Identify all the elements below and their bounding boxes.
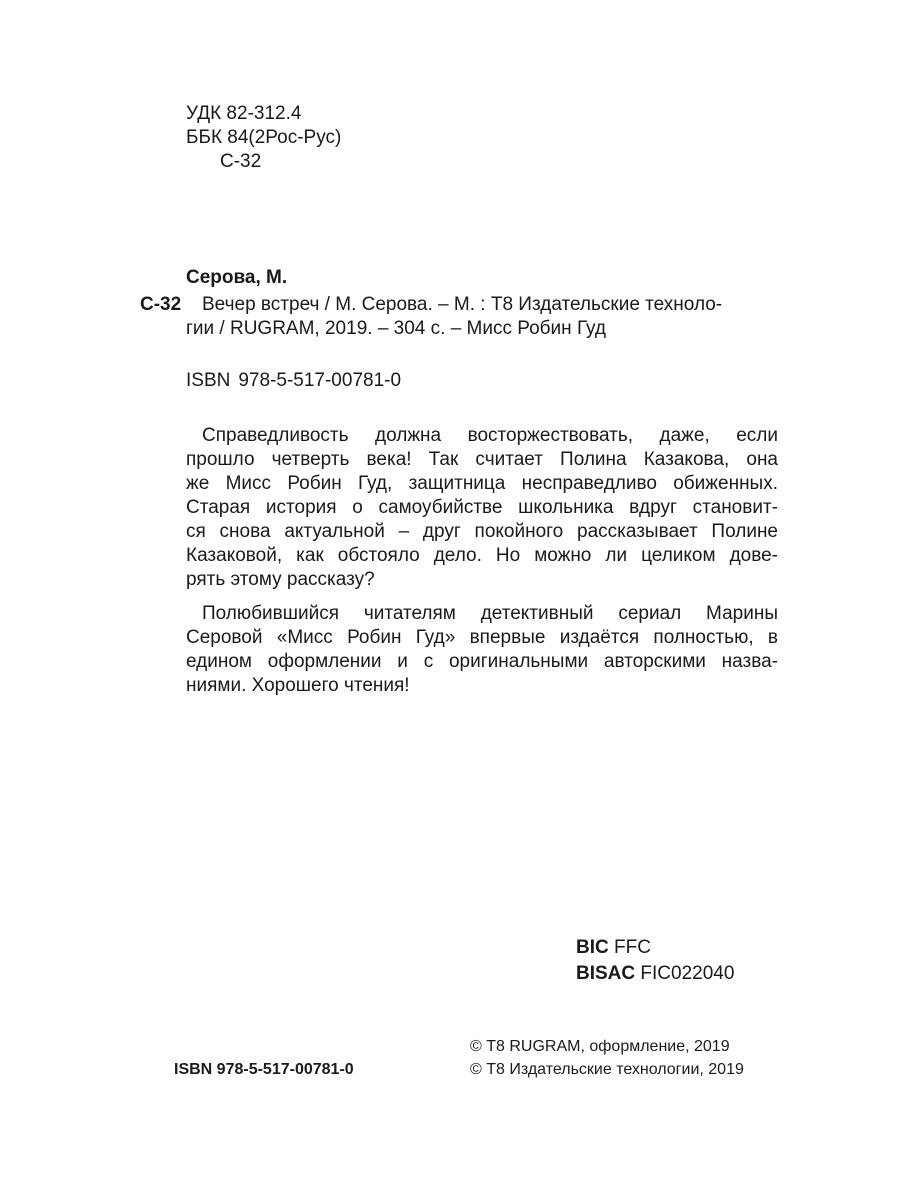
annotation-paragraph-1 bbox=[186, 424, 778, 592]
annotation bbox=[186, 424, 778, 698]
annotation-line: Справедливость должна восторжествовать, даже, если bbox=[202, 425, 778, 446]
bisac-code bbox=[576, 961, 734, 987]
annotation-line: едином оформлении и с оригинальными авторскими назва- bbox=[186, 651, 778, 672]
annotation-line: прошло четверть века! Так считает Полина Казакова, она bbox=[186, 449, 778, 470]
udk-code: УДК 82-312.4 bbox=[186, 103, 302, 124]
bic-value: FFC bbox=[614, 937, 651, 958]
bib-line: Вечер встреч / М. Серова. – М. : Т8 Издательские техноло- bbox=[202, 294, 723, 315]
annotation-line: ся снова актуальной – друг покойного рассказывает Полине bbox=[186, 521, 778, 542]
annotation-paragraph-2 bbox=[186, 602, 778, 698]
annotation-line: Серовой «Мисс Робин Гуд» впервые издаётся полностью, в bbox=[186, 627, 778, 648]
isbn-label: ISBN bbox=[186, 370, 231, 391]
annotation-line: Казаковой, как обстояло дело. Но можно ли целиком дове- bbox=[186, 545, 778, 566]
annotation-line: же Мисс Робин Гуд, защитница несправедливо обиженных. bbox=[186, 473, 778, 494]
annotation-line: рять этому рассказу? bbox=[186, 569, 375, 590]
bic-label: BIC bbox=[576, 937, 609, 958]
subject-codes bbox=[576, 935, 734, 987]
author-heading: Серова, М. bbox=[186, 267, 288, 288]
isbn-footer: ISBN 978-5-517-00781-0 bbox=[174, 1061, 354, 1078]
bisac-label: BISAC bbox=[576, 963, 636, 984]
bibliographic-description bbox=[186, 293, 778, 341]
bic-code bbox=[576, 935, 734, 961]
annotation-line: Старая история о самоубийстве школьника вдруг становит- bbox=[186, 497, 778, 518]
copyright-notices bbox=[470, 1035, 744, 1081]
isbn-number: 978-5-517-00781-0 bbox=[238, 370, 402, 391]
isbn-record bbox=[186, 369, 401, 393]
cutter-code: С-32 bbox=[220, 151, 262, 172]
classification-block bbox=[186, 102, 341, 174]
annotation-line: Полюбившийся читателям детективный сериал Марины bbox=[202, 603, 778, 624]
annotation-line: ниями. Хорошего чтения! bbox=[186, 675, 410, 696]
bisac-value: FIC022040 bbox=[640, 963, 735, 984]
copyright-line: © Т8 Издательские технологии, 2019 bbox=[470, 1061, 744, 1078]
bib-line: гии / RUGRAM, 2019. – 304 с. – Мисс Робин Гуд bbox=[186, 318, 606, 339]
bbk-code: ББК 84(2Рос-Рус) bbox=[186, 127, 342, 148]
cutter-mark: С-32 bbox=[140, 294, 182, 315]
copyright-line: © Т8 RUGRAM, оформление, 2019 bbox=[470, 1038, 730, 1055]
